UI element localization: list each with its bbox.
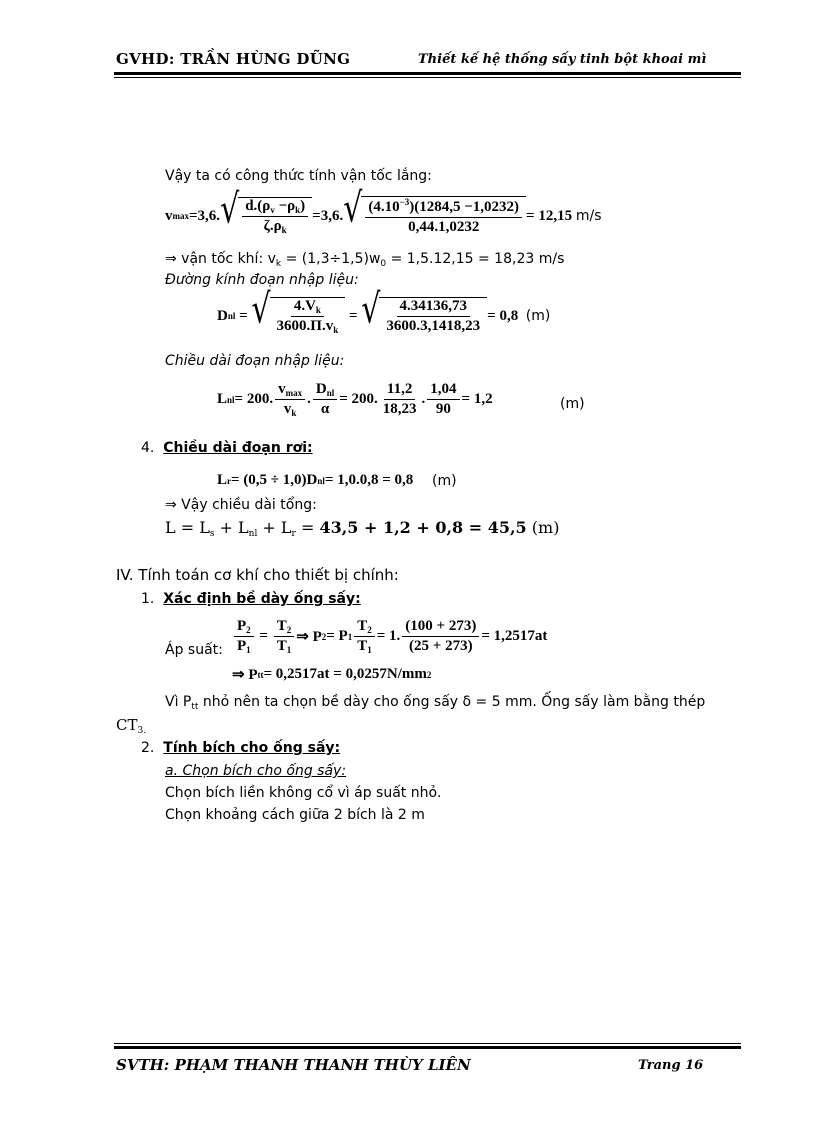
total-intro: ⇒ Vậy chiều dài tổng: [165,497,317,513]
length-formula: L nl = 200. $\frac{v_{max}}{v_k}$ . $\frac{D_{nl}}{\alpha}$ = 200. $\frac{11,2}{18,23}$ . $\frac{1,04}{90}$ = 1,2 [217,381,493,419]
header-author: GVHD: TRẦN HÙNG DŨNG [116,50,351,68]
intro-text: Vậy ta có công thức tính vận tốc lắng: [165,168,432,184]
footer-student: SVTH: PHẠM THANH THANH THÙY LIÊN [116,1056,471,1074]
diameter-title: Đường kính đoạn nhập liệu: [165,272,359,288]
gas-velocity-line: ⇒ vận tốc khí: $v_k = (1,3\div 1,5)w_0 = 1,5.12,15 = 18,23$ m/s [165,251,565,269]
pressure-formula: $\frac{P_2}{P_1}$ = $\frac{T_2}{T_1}$ ⇒ P 2 = P 1 $\frac{T_2}{T_1}$ = 1. $\frac{(100 + 273)}{(25 + 273)}$ = 1,2517at [232,618,547,656]
subsection-1-heading: 1. Xác định bề dày ống sấy: [141,591,361,607]
subsection-2a-line-1: Chọn bích liền không cổ vì áp suất nhỏ. [165,785,442,801]
total-formula: $L = L_s + L_{nl} + L_r = 43,5 + 1,2 + 0,8 = 45,5$ (m) [165,518,560,539]
vmax-formula: v max =3,6. √ $\frac{d.(\rho_v -\rho_k)}{\zeta.\rho_k}$ =3,6. √ $\frac{(4.10^{-3})(1284,5 -1,0232)}{0,44.1,0232}$ = 12,15 m/s [165,184,602,236]
header-title: Thiết kế hệ thống sấy tinh bột khoai mì [418,52,707,67]
subsection-2-heading: 2. Tính bích cho ống sấy: [141,740,341,756]
length-unit: (m) [560,396,585,412]
sqrt-2: √ $\frac{(4.10^{-3})(1284,5 -1,0232)}{0,44.1,0232}$ [343,196,526,237]
section-4-heading: 4. Chiều dài đoạn rơi: [141,440,313,456]
pressure-label: Áp suất: [165,642,223,658]
pressure-result: ⇒ P tt = 0,2517at = 0,0257N/mm 2 [232,666,432,683]
section-iv-heading: IV. Tính toán cơ khí cho thiết bị chính: [116,566,399,584]
thickness-line-2: $CT_{3.}$ [116,716,147,736]
footer-rule-thin [114,1043,741,1044]
diameter-formula: D nl = √ $\frac{4.V_k}{3600.\Pi.v_k}$ = √ $\frac{4.34136,73}{3600.3,1418,23}$ = 0,8 (m) [217,286,551,336]
sqrt-1: √ $\frac{d.(\rho_v -\rho_k)}{\zeta.\rho_k}$ [220,197,312,236]
header-rule-thick [114,72,741,75]
subsection-2a-label: a. Chọn bích cho ống sấy: [165,763,347,779]
length-title: Chiều dài đoạn nhập liệu: [165,353,345,369]
footer-rule-thick [114,1046,741,1049]
page-number: Trang 16 [638,1058,704,1073]
fall-formula: L r = (0,5 ÷ 1,0)D nl = 1,0.0,8 = 0,8 (m) [217,472,457,489]
subsection-2a-line-2: Chọn khoảng cách giữa 2 bích là 2 m [165,807,425,823]
thickness-line-1: Vì $P_{tt}$ nhỏ nên ta chọn bề dày cho ống sấy δ = 5 mm. Ống sấy làm bằng thép [165,694,706,712]
header-rule-thin [114,77,741,78]
